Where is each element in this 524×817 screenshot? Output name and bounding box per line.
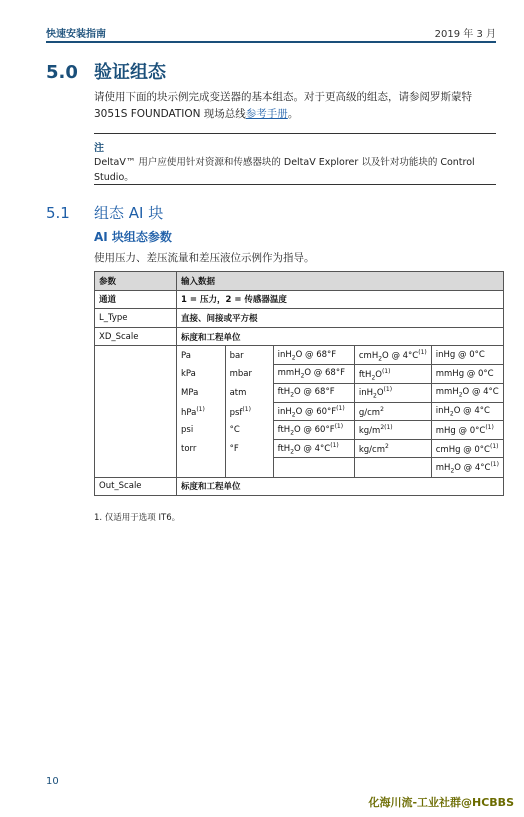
value-cell: 标度和工程单位 bbox=[177, 477, 504, 496]
unit-cell: psf$^{(1)}$ bbox=[225, 402, 273, 421]
unit-cell: $kg/m^{2(1)}$ bbox=[354, 421, 431, 440]
value-cell: 1 = 压力，2 = 传感器温度 bbox=[177, 290, 504, 309]
header-cell: 参数 bbox=[95, 272, 177, 291]
page-header bbox=[46, 22, 496, 40]
unit-cell: MPa bbox=[177, 384, 225, 403]
unit-cell bbox=[354, 458, 431, 477]
unit-cell: ftH$_2$O @ 68°F bbox=[273, 384, 354, 403]
table-row bbox=[95, 309, 504, 328]
unit-cell: mmH$_2$O @ 4°C bbox=[431, 384, 503, 403]
units-table bbox=[177, 346, 503, 476]
unit-row bbox=[177, 421, 503, 440]
section-title: 组态 AI 块 bbox=[94, 204, 164, 222]
footnote: 1. 仅适用于选项 IT6。 bbox=[94, 513, 181, 523]
unit-cell: ftH$_2$O @ $4^\circ C^{(1)}$ bbox=[273, 439, 354, 458]
param-cell: XD_Scale bbox=[95, 327, 177, 346]
note-top-rule bbox=[94, 133, 496, 134]
unit-cell: kPa bbox=[177, 365, 225, 384]
unit-cell: cmH$_2$O @ $4^\circ C^{(1)}$ bbox=[354, 346, 431, 365]
unit-cell: °C bbox=[225, 421, 273, 440]
unit-row bbox=[177, 458, 503, 477]
unit-cell: °F bbox=[225, 439, 273, 458]
unit-cell: inHg @ 0°C bbox=[431, 346, 503, 365]
unit-cell: inH$_2$O @ 4°C bbox=[431, 402, 503, 421]
unit-cell: mmHg @ 0°C bbox=[431, 365, 503, 384]
table-row bbox=[95, 477, 504, 496]
sub-heading: AI 块组态参数 bbox=[94, 230, 172, 244]
intro-text-end: 。 bbox=[287, 108, 299, 120]
unit-cell: mbar bbox=[225, 365, 273, 384]
units-cell bbox=[177, 346, 504, 477]
unit-cell: $inH_2O^{(1)}$ bbox=[354, 384, 431, 403]
param-cell: L_Type bbox=[95, 309, 177, 328]
unit-cell: ftH$_2$O @ $60^\circ F^{(1)}$ bbox=[273, 421, 354, 440]
param-cell-empty bbox=[95, 346, 177, 477]
unit-row bbox=[177, 346, 503, 365]
guide-title: 快速安装指南 bbox=[46, 29, 106, 40]
value-cell: 直接、间接或平方根 bbox=[177, 309, 504, 328]
watermark: 化海川流-工业社群@HCBBS bbox=[368, 796, 514, 809]
page-number: 10 bbox=[46, 776, 59, 787]
param-cell: Out_Scale bbox=[95, 477, 177, 496]
unit-cell: $ftH_2O^{(1)}$ bbox=[354, 365, 431, 384]
unit-cell: $kg/cm^2$ bbox=[354, 439, 431, 458]
note-bottom-rule bbox=[94, 184, 496, 185]
unit-row bbox=[177, 365, 503, 384]
unit-cell: torr bbox=[177, 439, 225, 458]
section-heading-5-0 bbox=[46, 58, 166, 84]
unit-cell: inH$_2$O @ 68°F bbox=[273, 346, 354, 365]
table-row bbox=[95, 327, 504, 346]
header-divider bbox=[46, 41, 496, 43]
unit-cell bbox=[273, 458, 354, 477]
unit-cell: inH$_2$O @ $60^\circ F^{(1)}$ bbox=[273, 402, 354, 421]
unit-row bbox=[177, 384, 503, 403]
unit-cell bbox=[177, 458, 225, 477]
unit-cell bbox=[225, 458, 273, 477]
unit-cell: mmH$_2$O @ 68°F bbox=[273, 365, 354, 384]
ai-block-parameter-table bbox=[94, 271, 504, 496]
unit-cell: $g/cm^2$ bbox=[354, 402, 431, 421]
unit-cell: psi bbox=[177, 421, 225, 440]
unit-cell: cmHg @ $0^\circ C^{(1)}$ bbox=[431, 439, 503, 458]
section-title: 验证组态 bbox=[94, 62, 166, 83]
table-row bbox=[95, 346, 504, 477]
reference-manual-link[interactable]: 参考手册 bbox=[245, 108, 288, 120]
unit-row bbox=[177, 402, 503, 421]
unit-cell: atm bbox=[225, 384, 273, 403]
note-label: 注 bbox=[94, 143, 104, 154]
unit-cell: $mH_2O$ @ $4^\circ C^{(1)}$ bbox=[431, 458, 503, 477]
section-intro bbox=[94, 89, 504, 123]
section-number: 5.1 bbox=[46, 204, 70, 222]
header-cell: 输入数据 bbox=[177, 272, 504, 291]
value-cell: 标度和工程单位 bbox=[177, 327, 504, 346]
unit-cell: bar bbox=[225, 346, 273, 365]
intro-text: 请使用下面的块示例完成变送器的基本组态。对于更高级的组态，请参阅罗斯蒙特 3051S FOUNDATION 现场总线 bbox=[94, 91, 472, 120]
param-cell: 通道 bbox=[95, 290, 177, 309]
section-number: 5.0 bbox=[46, 62, 78, 83]
document-date: 2019 年 3 月 bbox=[434, 29, 496, 40]
section-heading-5-1 bbox=[46, 202, 163, 223]
sub-intro: 使用压力、差压流量和差压液位示例作为指导。 bbox=[94, 252, 315, 264]
table-row bbox=[95, 290, 504, 309]
note-box bbox=[94, 139, 504, 185]
unit-cell: Pa bbox=[177, 346, 225, 365]
table-header-row bbox=[95, 272, 504, 291]
note-text: DeltaV™ 用户应使用针对资源和传感器块的 DeltaV Explorer 以及针对功能块的 Control Studio。 bbox=[94, 157, 475, 183]
unit-cell: mHg @ $0^\circ C^{(1)}$ bbox=[431, 421, 503, 440]
unit-cell: hPa$^{(1)}$ bbox=[177, 402, 225, 421]
unit-row bbox=[177, 439, 503, 458]
